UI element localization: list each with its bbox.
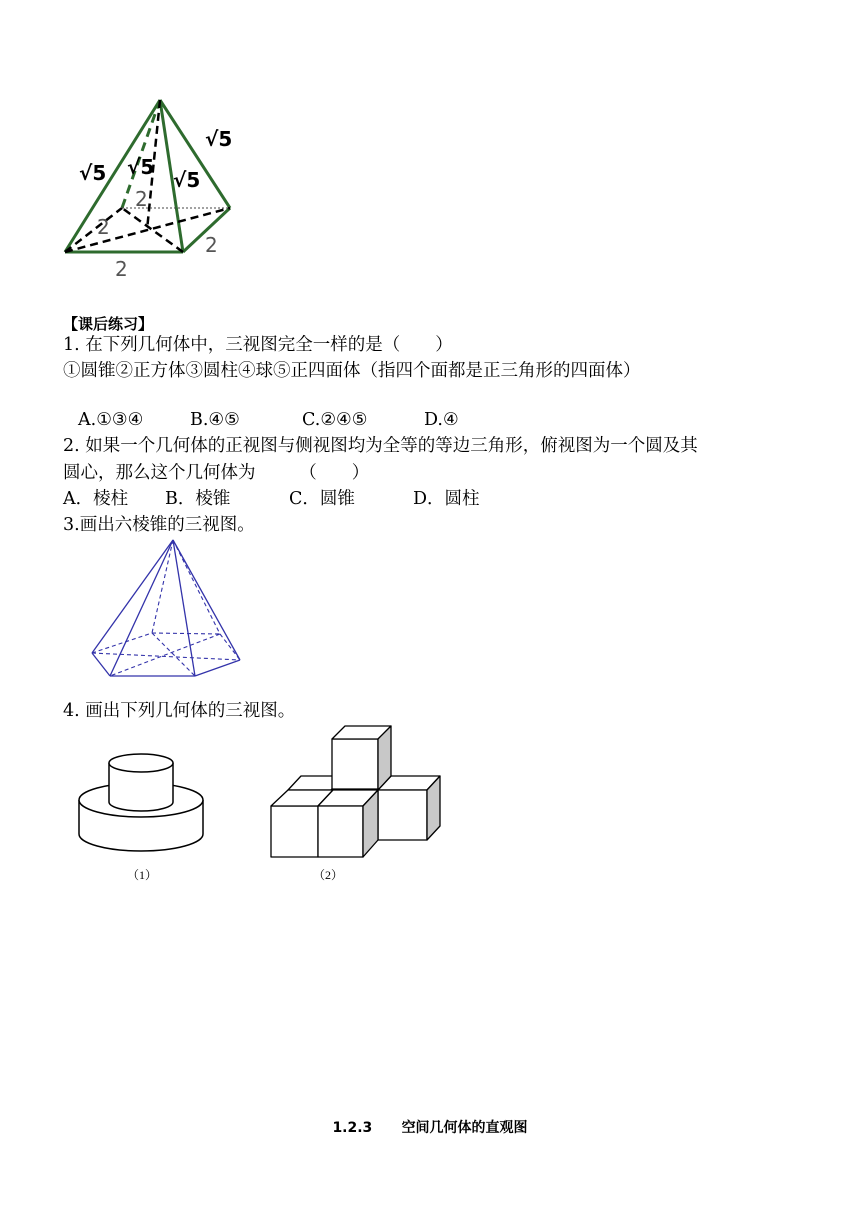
edge-label-1: √5 (79, 161, 107, 185)
side-label-right: 2 (205, 233, 218, 257)
figure-1-caption: （1） (127, 868, 158, 882)
q1-stem: 1. 在下列几何体中，三视图完全一样的是（ ） (63, 335, 453, 355)
figure-2-caption: （2） (313, 868, 344, 882)
q3-stem: 3.画出六棱锥的三视图。 (63, 515, 255, 535)
q1-items: ①圆锥②正方体③圆柱④球⑤正四面体（指四个面都是正三角形的四面体） (63, 361, 641, 381)
edge-label-2: √5 (127, 155, 155, 179)
side-label-height: 2 (135, 187, 148, 211)
side-label-bottom: 2 (115, 257, 128, 281)
edge-label-3: √5 (173, 168, 201, 192)
q2-option-a[interactable]: A．棱柱 (63, 489, 129, 509)
q1-option-b[interactable]: B.④⑤ (190, 410, 240, 430)
stacked-cylinders-figure (76, 738, 211, 858)
edge-label-4: √5 (205, 127, 233, 151)
q1-option-c[interactable]: C.②④⑤ (302, 410, 368, 430)
section-number: 1.2.3 (332, 1120, 373, 1136)
q1-option-a[interactable]: A.①③④ (78, 410, 144, 430)
pyramid-figure (55, 90, 255, 290)
q1-options (78, 408, 459, 432)
q2-stem-line2: 圆心，那么这个几何体为 （ ） (63, 463, 370, 483)
section-footer-heading (0, 1117, 860, 1137)
cube-stack-figure (268, 724, 444, 860)
q1-option-d[interactable]: D.④ (424, 410, 459, 430)
q2-option-b[interactable]: B．棱锥 (165, 489, 231, 509)
q2-option-c[interactable]: C．圆锥 (289, 489, 355, 509)
hexagonal-pyramid-figure (80, 530, 250, 690)
section-heading: 空间几何体的直观图 (401, 1120, 528, 1136)
q2-options (63, 487, 480, 511)
q4-stem: 4. 画出下列几何体的三视图。 (63, 701, 296, 721)
q2-stem-line1: 2. 如果一个几何体的正视图与侧视图均为全等的等边三角形，俯视图为一个圆及其 (63, 436, 698, 456)
section-title: 【课后练习】 (63, 315, 154, 333)
side-label-left: 2 (97, 215, 110, 239)
q2-option-d[interactable]: D．圆柱 (413, 489, 480, 509)
